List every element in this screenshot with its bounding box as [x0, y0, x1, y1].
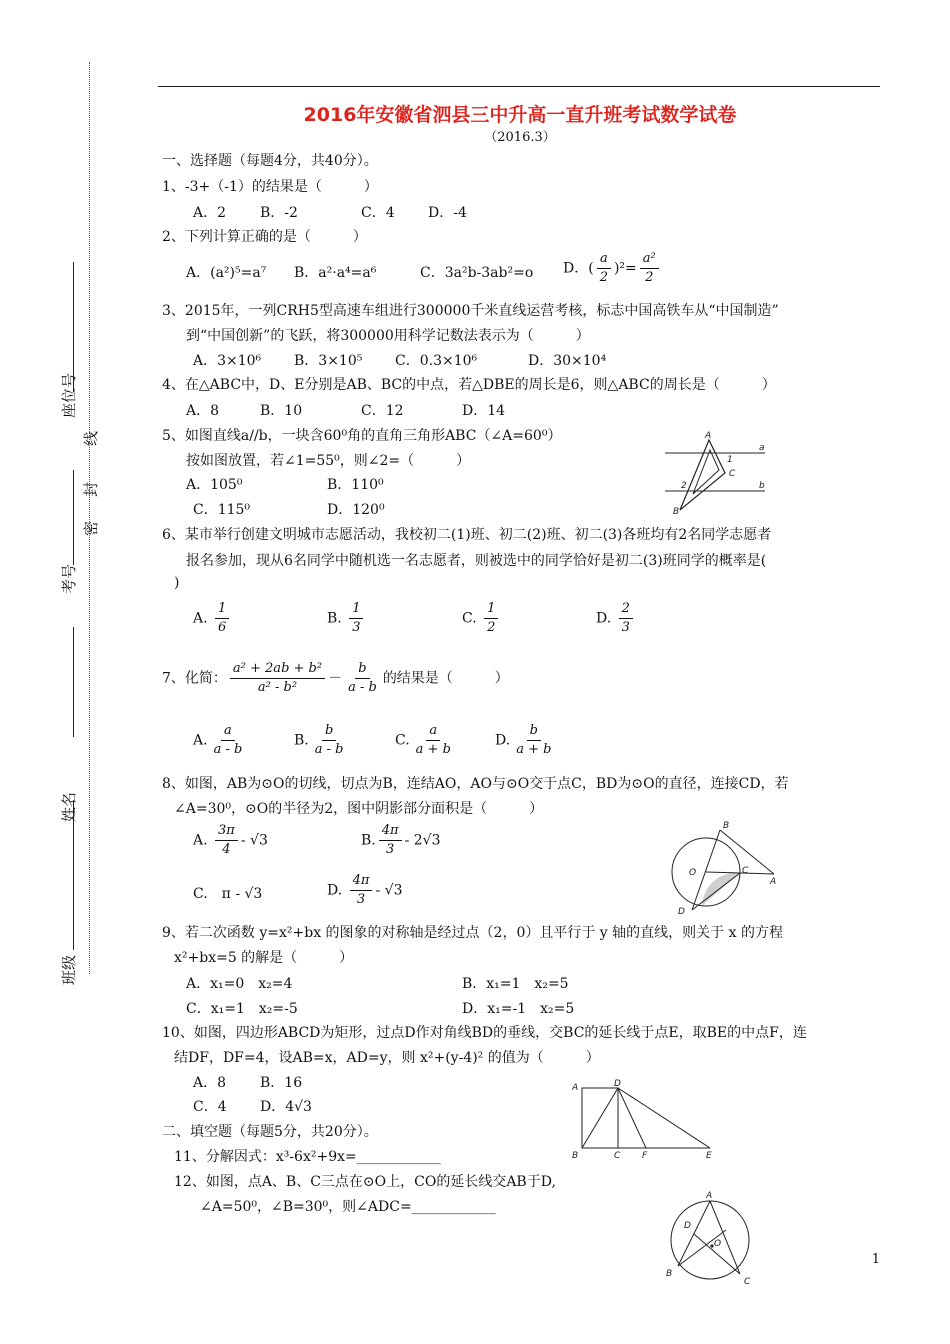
q10-figure: [570, 1078, 720, 1162]
q2-option-d: D．( $\frac{a}{2}$ )²= $\frac{\text{a²}}{2}$: [563, 250, 662, 287]
q7-expression: 7、化简： $\frac{\text{a² + 2ab + b²}}{\text{a² - b²}}$ － $\frac{b}{a - b}$ 的结果是（ ）: [162, 661, 509, 695]
q1-option-a: A．2: [193, 205, 227, 221]
svg-text:C: C: [744, 1277, 751, 1286]
exam-date: （2016.3）: [484, 130, 556, 145]
q8-line1: 8、如图，AB为⊙O的切线，切点为B，连结AO，AO与⊙O交于点C，BD为⊙O的直径，连接CD，若: [162, 776, 789, 792]
q9-option-c: C．x₁=1 x₂=-5: [186, 1001, 298, 1017]
q8-option-c: C. π - √3: [193, 886, 263, 902]
svg-text:B: B: [673, 507, 680, 516]
q9-option-b: B．x₁=1 x₂=5: [462, 976, 569, 992]
q2-option-b: B．a²·a⁴=a⁶: [294, 265, 377, 281]
svg-text:b: b: [759, 481, 765, 491]
q9-line2: x²+bx=5 的解是（ ）: [174, 950, 354, 966]
class-label: 班级: [60, 954, 78, 985]
q3-line2: 到“中国创新”的飞跃，将300000用科学记数法表示为（ ）: [186, 328, 590, 344]
svg-text:a: a: [759, 443, 765, 453]
q2-option-c: C．3a²b-3ab²=o: [420, 265, 534, 281]
binding-dotted-line: [89, 62, 90, 974]
svg-text:2: 2: [681, 481, 687, 491]
q10-option-a: A．8: [193, 1075, 227, 1091]
q6-option-a: A. $\frac{1}{6}$: [193, 600, 232, 637]
svg-text:D: D: [678, 907, 685, 917]
q11-stem: 11、分解因式：x³-6x²+9x=____________: [174, 1149, 441, 1165]
svg-text:D: D: [684, 1221, 691, 1231]
q2-stem: 2、下列计算正确的是（ ）: [162, 229, 367, 245]
line-label: 线: [82, 430, 100, 446]
q6-line2: 报名参加，现从6名同学中随机选一名志愿者，则被选中的同学恰好是初二(3)班同学的概率是(: [186, 553, 767, 569]
q5-figure: [665, 428, 775, 516]
q10-option-d: D．4√3: [260, 1099, 312, 1115]
svg-text:A: A: [705, 431, 712, 441]
q8-option-b: B. $\frac{4\pi}{3}$ - 2√3: [361, 823, 441, 857]
q4-option-c: C．12: [361, 403, 404, 419]
q2-option-a: A．(a²)⁵=a⁷: [186, 265, 267, 281]
q3-option-a: A．3×10⁶: [193, 353, 262, 369]
q4-stem: 4、在△ABC中，D、E分别是AB、BC的中点，若△DBE的周长是6，则△ABC的周长是（ ）: [162, 377, 776, 393]
exam-no-label: 考号: [60, 563, 78, 594]
q6-option-c: C. $\frac{1}{2}$: [462, 600, 501, 637]
q7-option-a: A. $\frac{a}{a - b}$: [193, 723, 243, 757]
q7-option-c: C. $\frac{a}{a + b}$: [395, 723, 451, 757]
q8-option-a: A. $\frac{3\pi}{4}$ - √3: [193, 823, 268, 857]
q9-line1: 9、若二次函数 y=x²+bx 的图象的对称轴是经过点（2，0）且平行于 y 轴的直线，则关于 x 的方程: [162, 925, 783, 941]
q6-line1: 6、某市举行创建文明城市志愿活动，我校初二(1)班、初二(2)班、初二(3)各班均有2名同学志愿者: [162, 527, 772, 543]
svg-text:E: E: [706, 1151, 712, 1161]
q1-option-b: B．-2: [260, 205, 298, 221]
q3-option-b: B．3×10⁵: [294, 353, 363, 369]
q7-option-b: B. $\frac{b}{a - b}$: [294, 723, 344, 757]
q6-line3: ): [174, 575, 180, 591]
q6-option-d: D. $\frac{2}{3}$: [596, 600, 636, 637]
svg-text:1: 1: [727, 455, 733, 465]
svg-text:A: A: [770, 877, 777, 887]
svg-text:F: F: [642, 1151, 648, 1161]
q8-option-d: D. $\frac{4\pi}{3}$ - √3: [327, 873, 403, 907]
q5-line2: 按如图放置，若∠1=55⁰，则∠2=（ ）: [186, 453, 471, 469]
svg-text:C: C: [729, 469, 736, 479]
q5-option-d: D．120⁰: [327, 502, 385, 518]
q12-line2: ∠A=50⁰，∠B=30⁰，则∠ADC=____________: [200, 1199, 496, 1215]
svg-text:B: B: [723, 821, 730, 831]
svg-text:B: B: [666, 1269, 673, 1279]
q10-line1: 10、如图，四边形ABCD为矩形，过点D作对角线BD的垂线，交BC的延长线于点E，取BE的中点F，连: [162, 1025, 807, 1041]
q1-stem: 1、-3+（-1）的结果是（ ）: [162, 179, 378, 195]
svg-text:O: O: [689, 868, 697, 878]
page-number: 1: [871, 1252, 880, 1267]
q4-option-d: D．14: [462, 403, 506, 419]
svg-text:O: O: [714, 1239, 722, 1249]
name-label: 姓名: [60, 791, 78, 822]
name-underline: [73, 627, 74, 737]
class-underline: [73, 800, 74, 950]
svg-text:A: A: [706, 1191, 713, 1201]
q10-option-c: C．4: [193, 1099, 227, 1115]
q4-option-a: A．8: [186, 403, 220, 419]
q9-option-a: A．x₁=0 x₂=4: [186, 976, 293, 992]
q8-line2: ∠A=30⁰，⊙O的半径为2，图中阴影部分面积是（ ）: [174, 801, 544, 817]
q3-option-d: D．30×10⁴: [528, 353, 607, 369]
secret-label: 密: [82, 520, 100, 536]
header-rule: [158, 86, 880, 87]
q3-line1: 3、2015年，一列CRH5型高速车组进行300000千米直线运营考核，标志中国高铁车从“中国制造”: [162, 303, 779, 319]
svg-text:D: D: [614, 1079, 621, 1089]
q12-figure: [664, 1186, 764, 1286]
seat-label: 座位号: [60, 372, 78, 418]
q4-option-b: B．10: [260, 403, 303, 419]
q5-option-c: C．115⁰: [193, 502, 251, 518]
seal-label: 封: [82, 481, 100, 497]
q5-option-b: B．110⁰: [327, 477, 384, 493]
q1-option-c: C．4: [361, 205, 395, 221]
q5-option-a: A．105⁰: [186, 477, 243, 493]
page-title: 2016年安徽省泗县三中升高一直升班考试数学试卷: [303, 104, 737, 126]
exam-no-underline: [73, 470, 74, 565]
q10-line2: 结DF，DF=4，设AB=x，AD=y，则 x²+(y-4)² 的值为（ ）: [174, 1050, 600, 1066]
svg-text:C: C: [742, 866, 749, 876]
svg-text:A: A: [572, 1083, 579, 1093]
q1-option-d: D．-4: [428, 205, 467, 221]
q8-figure: [664, 818, 784, 918]
section-2-heading: 二、填空题（每题5分，共20分）。: [162, 1124, 378, 1140]
q3-option-c: C．0.3×10⁶: [395, 353, 478, 369]
q7-option-d: D. $\frac{b}{a + b}$: [495, 723, 552, 757]
svg-text:B: B: [572, 1151, 579, 1161]
q5-line1: 5、如图直线a//b，一块含60⁰角的直角三角形ABC（∠A=60⁰）: [162, 428, 562, 444]
q6-option-b: B. $\frac{1}{3}$: [327, 600, 366, 637]
q9-option-d: D．x₁=-1 x₂=5: [462, 1001, 575, 1017]
svg-text:C: C: [614, 1151, 621, 1161]
q12-line1: 12、如图，点A、B、C三点在⊙O上，CO的延长线交AB于D,: [174, 1174, 556, 1190]
section-1-heading: 一、选择题（每题4分，共40分）。: [162, 153, 378, 169]
q10-option-b: B．16: [260, 1075, 303, 1091]
